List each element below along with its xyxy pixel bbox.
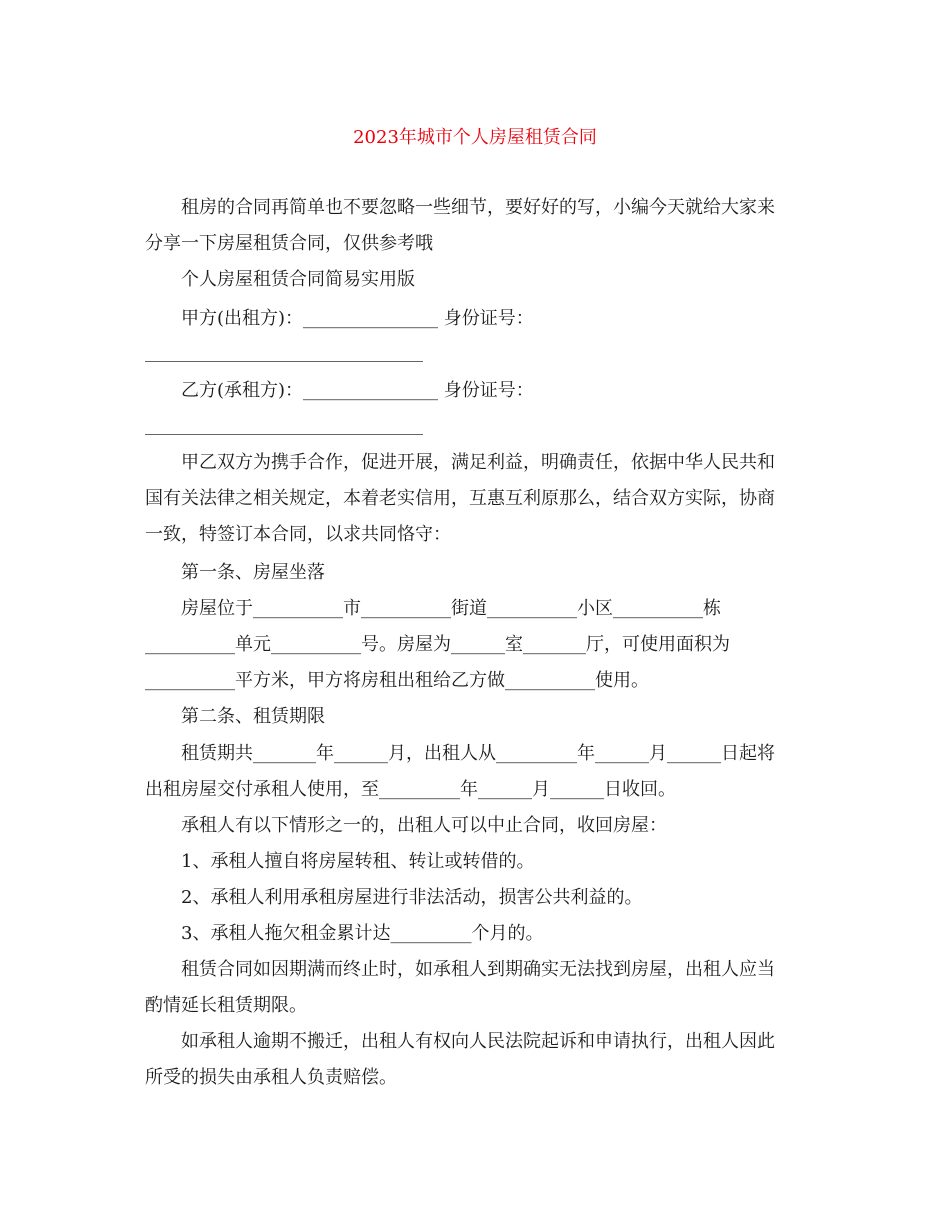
termination-item-2: 2、承租人利用承租房屋进行非法活动，损害公共利益的。 <box>181 887 643 908</box>
expiry-line-2: 酌情延长租赁期限。 <box>145 995 307 1016</box>
overstay-line-1: 如承租人逾期不搬迁，出租人有权向人民法院起诉和申请执行，出租人因此 <box>181 1031 775 1052</box>
document-title: 2023年城市个人房屋租赁合同 <box>353 127 597 148</box>
expiry-line-1: 租赁合同如因期满而终止时，如承租人到期确实无法找到房屋，出租人应当 <box>181 959 775 980</box>
preamble-line-2: 国有关法律之相关规定，本着老实信用，互惠互利原那么，结合双方实际，协商 <box>145 488 775 509</box>
party-a-line: 甲方(出租方)：_______________ 身份证号： <box>181 308 534 329</box>
preamble-line-3: 一致，特签订本合同，以求共同恪守： <box>145 524 451 545</box>
preamble-line-1: 甲乙双方为携手合作，促进开展，满足利益，明确责任，依据中华人民共和 <box>181 452 775 473</box>
article-2-line-2: 出租房屋交付承租人使用，至_________年______月______日收回。 <box>145 779 676 800</box>
party-b-line: 乙方(承租方)：_______________ 身份证号： <box>181 380 534 401</box>
termination-item-3: 3、承租人拖欠租金累计达_________个月的。 <box>181 923 544 944</box>
termination-item-1: 1、承租人擅自将房屋转租、转让或转借的。 <box>181 851 535 872</box>
article-2-heading: 第二条、租赁期限 <box>181 706 325 727</box>
article-2-line-1: 租赁期共_______年______月，出租人从_________年______月______日起将 <box>181 743 775 764</box>
intro-line-1: 租房的合同再简单也不要忽略一些细节，要好好的写，小编今天就给大家来 <box>181 197 775 218</box>
article-1-line-2: __________单元__________号。房屋为______室_______厅，可使用面积为 <box>145 634 730 655</box>
overstay-line-2: 所受的损失由承租人负责赔偿。 <box>145 1067 397 1088</box>
party-a-id-blank <box>145 361 423 362</box>
subtitle: 个人房屋租赁合同简易实用版 <box>181 269 415 290</box>
article-1-line-1: 房屋位于__________市__________街道__________小区__________栋 <box>181 598 721 619</box>
party-b-id-blank <box>145 434 423 435</box>
article-1-heading: 第一条、房屋坐落 <box>181 562 325 583</box>
article-1-line-3: __________平方米，甲方将房租出租给乙方做__________使用。 <box>145 670 649 691</box>
termination-intro: 承租人有以下情形之一的，出租人可以中止合同，收回房屋： <box>181 815 667 836</box>
intro-line-2: 分享一下房屋租赁合同，仅供参考哦 <box>145 233 433 254</box>
